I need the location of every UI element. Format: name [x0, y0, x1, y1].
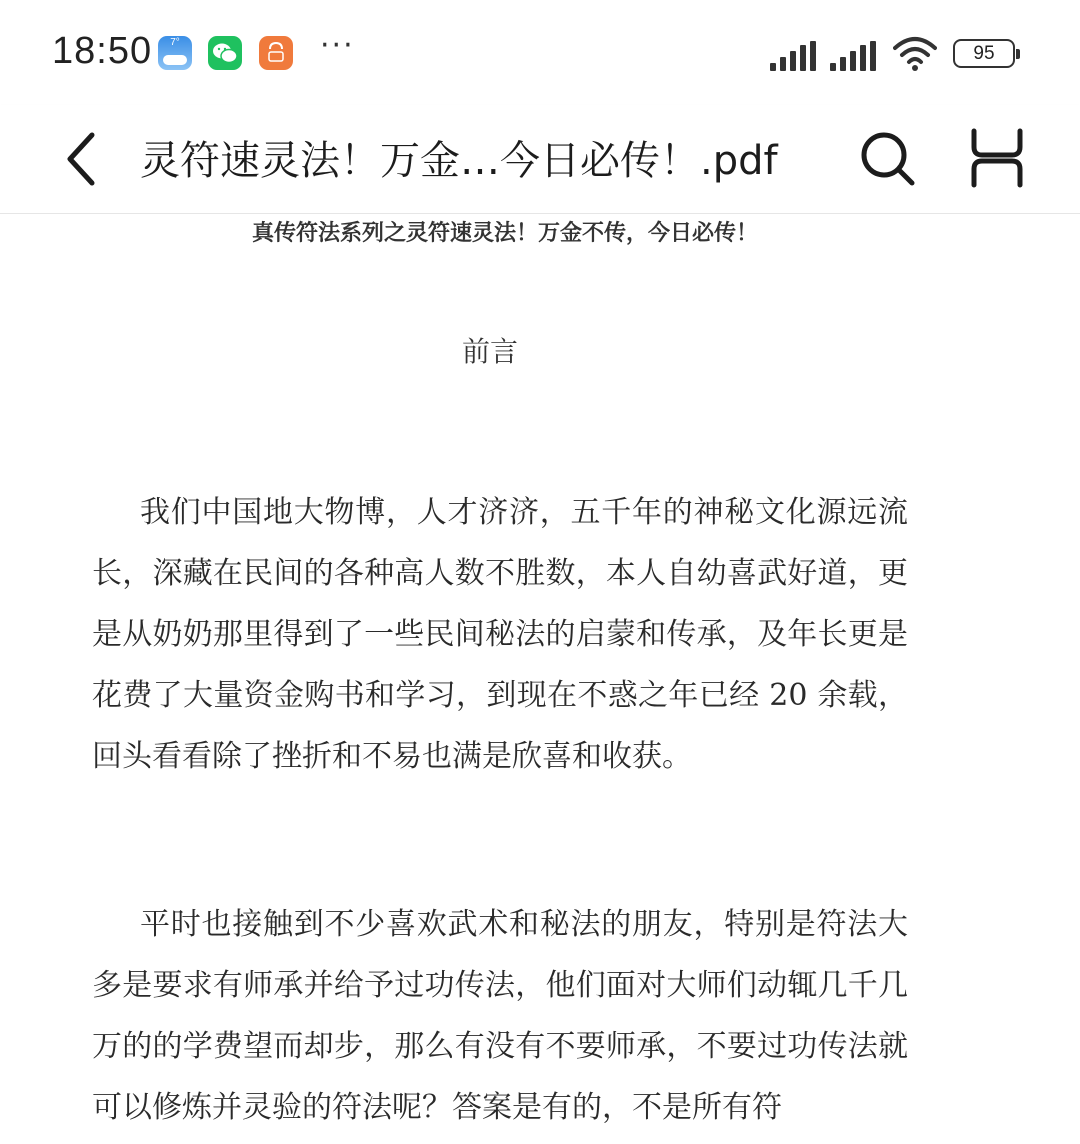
weather-icon — [158, 36, 192, 70]
back-icon[interactable] — [56, 127, 116, 191]
status-bar — [0, 0, 1080, 105]
paragraph: 平时也接触到不少喜欢武术和秘法的朋友，特别是符法大多是要求有师承并给予过功传法，他们面对大师们动辄几千几万的的学费望而却步，那么有没有不要师承，不要过功传法就可以修炼并灵验的符法呢？答案是有的，不是所有符 — [92, 907, 908, 1125]
document-header: 真传符法系列之灵符速灵法！万金不传，今日必传！ — [251, 221, 758, 246]
weather-temp: 7° — [170, 37, 180, 48]
wifi-icon — [893, 36, 937, 72]
signal-icon — [770, 41, 818, 71]
document-title: 灵符速灵法！万金…今日必传！.pdf — [140, 138, 778, 184]
split-view-icon[interactable] — [968, 127, 1026, 189]
search-icon[interactable] — [858, 129, 918, 189]
clock: 18:50 — [52, 30, 153, 72]
top-nav — [0, 105, 1080, 214]
more-icon: ··· — [320, 28, 355, 63]
paragraph: 我们中国地大物博，人才济济，五千年的神秘文化源远流长，深藏在民间的各种高人数不胜数，本人自幼喜武好道，更是从奶奶那里得到了一些民间秘法的启蒙和传承，及年长更是花费了大量资金购书和学习，到现在不惑之年已经 20 余载，回头看看除了挫折和不易也满是欣喜和收获。 — [92, 495, 908, 774]
taobao-icon — [259, 36, 293, 70]
section-heading: 前言 — [461, 335, 518, 368]
signal-icon — [830, 41, 878, 71]
wechat-icon — [208, 36, 242, 70]
battery-icon — [953, 39, 1015, 68]
pdf-page[interactable] — [0, 214, 1080, 1144]
battery-level: 95 — [973, 43, 995, 64]
